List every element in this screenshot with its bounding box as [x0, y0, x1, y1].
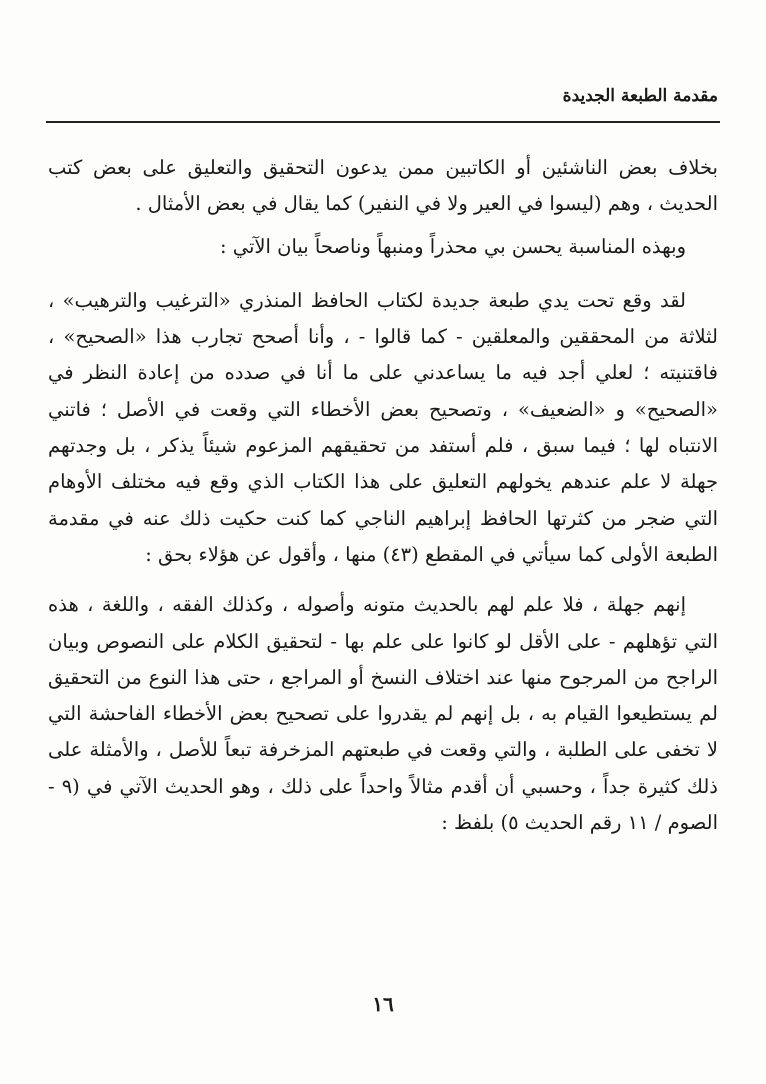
paragraph-4: إنهم جهلة ، فلا علم لهم بالحديث متونه وأصوله ، وكذلك الفقه ، واللغة ، هذه التي تؤهلهم - على الأقل لو كانوا على علم بها - لتحقيق الكلام على النصوص وبيان الراجح من المرجوح منها عند اختلاف النسخ أو المراجع ، حتى هذا النوع من التحقيق لم يستطيعوا القيام به ، بل إنهم لم يقدروا على تصحيح بعض الأخطاء الفاحشة التي لا تخفى على الطلبة ، والتي وقعت في طبعتهم المزخرفة تبعاً للأصل ، والأمثلة على ذلك كثيرة جداً ، وحسبي أن أقدم مثالاً واحداً على ذلك ، وهو الحديث الآتي في (٩ - الصوم / ١١ رقم الحديث ٥) بلفظ : — [48, 593, 718, 835]
page-number: ١٦ — [372, 992, 394, 1016]
paragraph-2: وبهذه المناسبة يحسن بي محذراً ومنبهاً وناصحاً بيان الآتي : — [219, 234, 686, 258]
paragraph-1: بخلاف بعض الناشئين أو الكاتبين ممن يدعون التحقيق والتعليق على بعض كتب الحديث ، وهم (ليسوا في العير ولا في النفير) كما يقال في بعض الأمثال . — [48, 156, 718, 216]
header-rule — [46, 121, 720, 123]
running-header: مقدمة الطبعة الجديدة — [562, 86, 718, 106]
paragraph-3: لقد وقع تحت يدي طبعة جديدة لكتاب الحافظ المنذري «الترغيب والترهيب» ، لثلاثة من المحققين والمعلقين - كما قالوا - ، وأنا أصحح تجارب هذا «الصحيح» ، فاقتنيته ؛ لعلي أجد فيه ما يساعدني على ما أنا في صدده من إعادة النظر في «الصحيح» و «الضعيف» ، وتصحيح بعض الأخطاء التي وقعت في الأصل ؛ فاتني الانتباه لها ؛ فيما سبق ، فلم أستفد من تحقيقهم المزعوم شيئاً يذكر ، بل وجدتهم جهلة لا علم عندهم يخولهم التعليق على هذا الكتاب الذي وقع فيه مختلف الأوهام التي ضجر من كثرتها الحافظ إبراهيم الناجي كما كنت حكيت ذلك عنه في مقدمة الطبعة الأولى كما سيأتي في المقطع (٤٣) منها ، وأقول عن هؤلاء بحق : — [48, 288, 718, 566]
body-text — [48, 150, 718, 841]
